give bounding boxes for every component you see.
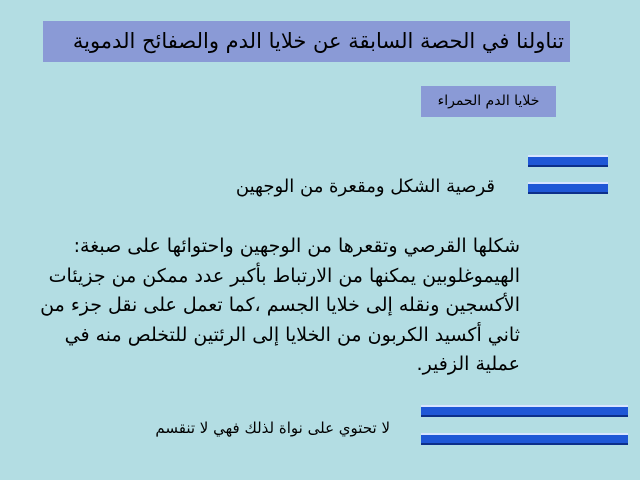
shape-description: قرصية الشكل ومقعرة من الوجهين (235, 176, 495, 197)
decorative-bar (528, 182, 608, 194)
description-line: عملية الزفير. (416, 353, 520, 375)
decorative-bar (421, 405, 628, 417)
decorative-bar (528, 155, 608, 167)
slide-title: تناولنا في الحصة السابقة عن خلايا الدم والصفائح الدموية (43, 21, 570, 62)
description-line: الأكسجين ونقله إلى خلايا الجسم ،كما تعمل على نقل جزء من (40, 294, 520, 316)
nucleus-note: لا تحتوي على نواة لذلك فهي لا تنقسم (155, 419, 390, 437)
description-line: ثاني أكسيد الكربون من الخلايا إلى الرئتين للتخلص منه في (64, 323, 520, 346)
function-description (40, 232, 520, 380)
decorative-bar (421, 433, 628, 445)
description-line: شكلها القرصي وتقعرها من الوجهين واحتوائها على صبغة: (73, 235, 520, 257)
description-line: الهيموغلوبين يمكنها من الارتباط بأكبر عدد ممكن من جزيئات (48, 264, 520, 287)
topic-label: خلايا الدم الحمراء (421, 86, 556, 117)
